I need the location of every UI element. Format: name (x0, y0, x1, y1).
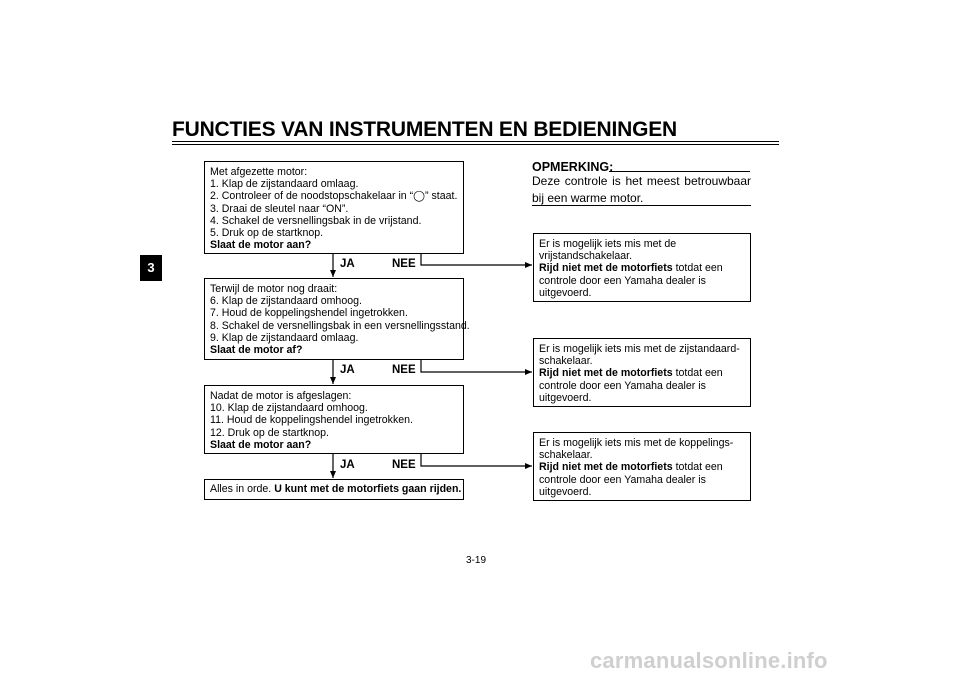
step2-line: 6. Klap de zijstandaard omhoog. (210, 295, 362, 308)
step2-question: Slaat de motor af? (210, 344, 303, 357)
step3-line: Nadat de motor is afgeslagen: (210, 390, 352, 402)
step3-line: 10. Klap de zijstandaard omhoog. (210, 402, 368, 415)
page-number: 3-19 (466, 555, 487, 566)
fault2-line: controle door een Yamaha dealer is (539, 379, 706, 392)
no-label-2: NEE (392, 364, 416, 376)
fault1-warning: Rijd niet met de motorfiets (539, 262, 673, 275)
fault2-box (533, 338, 751, 407)
fault2-warning: Rijd niet met de motorfiets (539, 367, 673, 380)
fault1-box (533, 233, 751, 302)
page-title: FUNCTIES VAN INSTRUMENTEN EN BEDIENINGEN (172, 118, 677, 141)
step3-question: Slaat de motor aan? (210, 438, 312, 451)
fault3-line: Er is mogelijk iets mis met de koppelings- (539, 437, 734, 449)
note-title: OPMERKING: (532, 160, 614, 174)
fault2-warning-rest: totdat een (672, 367, 723, 380)
fault3-warning-rest: totdat een (672, 461, 723, 474)
final-box (204, 479, 464, 500)
yes-label-1: JA (340, 258, 355, 270)
no-arrow-1 (421, 253, 532, 265)
note-title-rule (609, 171, 750, 172)
fault3-line: controle door een Yamaha dealer is (539, 473, 706, 486)
step1-line: 5. Druk op de startknop. (210, 227, 324, 240)
note-text: Deze controle is het meest betrouwbaar bij een warme motor. (532, 174, 751, 205)
step2-line: 9. Klap de zijstandaard omlaag. (210, 331, 359, 344)
step1-line: 2. Controleer of de noodstopschakelaar in “◯” staat. (210, 190, 458, 203)
final-prefix: Alles in orde. (210, 483, 275, 495)
fault2-line: Er is mogelijk iets mis met de zijstandaard- (539, 343, 740, 355)
no-arrow-2 (421, 360, 532, 372)
step2-line: Terwijl de motor nog draait: (210, 283, 338, 295)
fault2-line: uitgevoerd. (539, 391, 592, 404)
fault3-warning: Rijd niet met de motorfiets (539, 461, 673, 474)
fault1-line: vrijstandschakelaar. (539, 250, 633, 263)
note-bottom-rule (532, 205, 751, 206)
fault3-line: schakelaar. (539, 449, 593, 462)
fault1-warning-rest: totdat een (672, 262, 723, 275)
fault1-line: uitgevoerd. (539, 286, 592, 299)
chapter-tab: 3 (140, 255, 162, 281)
step1-line: 1. Klap de zijstandaard omlaag. (210, 178, 359, 191)
no-arrow-3 (421, 454, 532, 466)
step1-line: Met afgezette motor: (210, 166, 308, 178)
step3-line: 11. Houd de koppelingshendel ingetrokken. (210, 414, 413, 427)
yes-label-3: JA (340, 459, 355, 471)
yes-label-2: JA (340, 364, 355, 376)
step2-line: 8. Schakel de versnellingsbak in een versnellingsstand. (210, 319, 470, 332)
fault1-line: Er is mogelijk iets mis met de (539, 238, 677, 250)
step3-line: 12. Druk op de startknop. (210, 426, 329, 439)
fault2-line: schakelaar. (539, 355, 593, 368)
step2-box (204, 278, 470, 360)
step1-line: 4. Schakel de versnellingsbak in de vrijstand. (210, 214, 422, 227)
step3-box (204, 385, 464, 454)
no-label-1: NEE (392, 258, 416, 270)
final-message: U kunt met de motorfiets gaan rijden. (274, 483, 462, 495)
step1-question: Slaat de motor aan? (210, 239, 312, 252)
watermark: carmanualsonline.info (590, 648, 828, 673)
no-label-3: NEE (392, 459, 416, 471)
step1-box (204, 161, 464, 254)
fault1-line: controle door een Yamaha dealer is (539, 274, 706, 287)
fault3-line: uitgevoerd. (539, 485, 592, 498)
fault3-box (533, 432, 751, 501)
step2-line: 7. Houd de koppelingshendel ingetrokken. (210, 307, 408, 320)
step1-line: 3. Draai de sleutel naar “ON”. (210, 202, 349, 215)
